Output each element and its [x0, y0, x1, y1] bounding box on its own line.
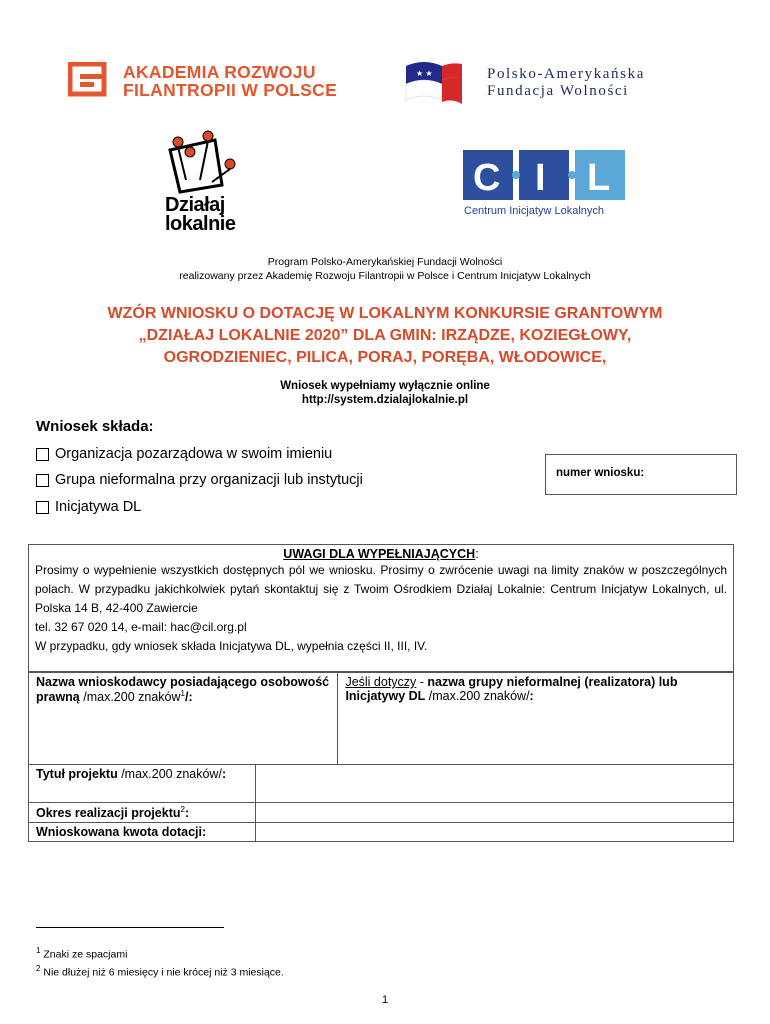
notes-paragraph-3: W przypadku, gdy wniosek składa Inicjatywa DL, wypełnia części II, III, IV.: [35, 639, 428, 653]
option-dl-initiative[interactable]: Inicjatywa DL: [36, 499, 141, 515]
footnote-divider: [36, 927, 224, 928]
program-line-1: Program Polsko-Amerykańskiej Fundacji Wolności: [267, 256, 503, 268]
checkbox-icon[interactable]: [36, 448, 49, 461]
project-title-label: Tytuł projektu /max.200 znaków/:: [29, 765, 256, 803]
applicant-name-field[interactable]: Nazwa wnioskodawcy posiadającego osobowość prawną /max.200 znaków$^1$/:: [29, 673, 338, 765]
svg-text:C: C: [473, 157, 501, 199]
page-number: 1: [381, 994, 389, 1006]
project-title-input[interactable]: [256, 765, 734, 803]
group-name-field[interactable]: Jeśli dotyczy - nazwa grupy nieformalnej (realizatora) lub Inicjatywy DL /max.200 znaków/:: [338, 673, 734, 765]
option-informal-group[interactable]: Grupa nieformalna przy organizacji lub instytucji: [36, 472, 363, 488]
paff-logo-text: Polsko-Amerykańska Fundacja Wolności: [487, 66, 645, 99]
dzialaj-lokalnie-logo-text: Działaj lokalnie: [165, 194, 236, 235]
notes-heading: UWAGI DLA WYPEŁNIAJĄCYCH:: [283, 547, 479, 561]
svg-text:I: I: [535, 157, 546, 199]
notes-box: [28, 544, 734, 672]
cil-logo-caption: Centrum Inicjatyw Lokalnych: [464, 205, 605, 217]
notes-contact: tel. 32 67 020 14, e-mail: hac@cil.org.pl: [35, 620, 247, 634]
document-title: WZÓR WNIOSKU O DOTACJĘ W LOKALNYM KONKURSIE GRANTOWYM „DZIAŁAJ LOKALNIE 2020” DLA GMIN: IRZĄDZE, KOZIEGŁOWY, OGRODZIENIEC, PILICA, PORAJ, PORĘBA, WŁODOWICE,: [107, 305, 663, 366]
arf-logo-text: AKADEMIA ROZWOJU FILANTROPII W POLSCE: [123, 62, 338, 100]
application-form-table: [28, 672, 734, 842]
program-line-2: realizowany przez Akademię Rozwoju Filantropii w Polsce i Centrum Inicjatyw Lokalnych: [179, 270, 591, 282]
online-note: Wniosek wypełniamy wyłącznie online http://system.dzialajlokalnie.pl: [280, 380, 490, 406]
amount-input[interactable]: [256, 823, 734, 842]
notes-paragraph-1: Prosimy o wypełnienie wszystkich dostępnych pól we wniosku. Prosimy o zwrócenie uwagi na limity znaków w poszczególnych polach. W przypadku jakichkolwiek pytań skontaktuj się z Twoim Ośrodkiem Działaj Lokalnie: Centrum Inicjatyw Lokalnych, ul. Polska 14 B, 42-400 Zawiercie: [35, 563, 727, 615]
applicant-heading: Wniosek składa:: [36, 418, 154, 435]
amount-label: Wnioskowana kwota dotacji:: [29, 823, 256, 842]
footnote-2: $^2$ Nie dłużej niż 6 miesięcy i nie krócej niż 3 miesiące.: [36, 964, 284, 979]
checkbox-icon[interactable]: [36, 501, 49, 514]
svg-text:L: L: [587, 157, 611, 199]
application-number-box: numer wniosku:: [545, 454, 737, 495]
period-input[interactable]: [256, 803, 734, 823]
svg-text:★ ★: ★ ★: [416, 69, 433, 78]
option-ngo[interactable]: Organizacja pozarządowa w swoim imieniu: [36, 446, 332, 462]
period-label: Okres realizacji projektu$^2$:: [29, 803, 256, 823]
checkbox-icon[interactable]: [36, 474, 49, 487]
footnote-1: $^1$ Znaki ze spacjami: [36, 946, 128, 961]
